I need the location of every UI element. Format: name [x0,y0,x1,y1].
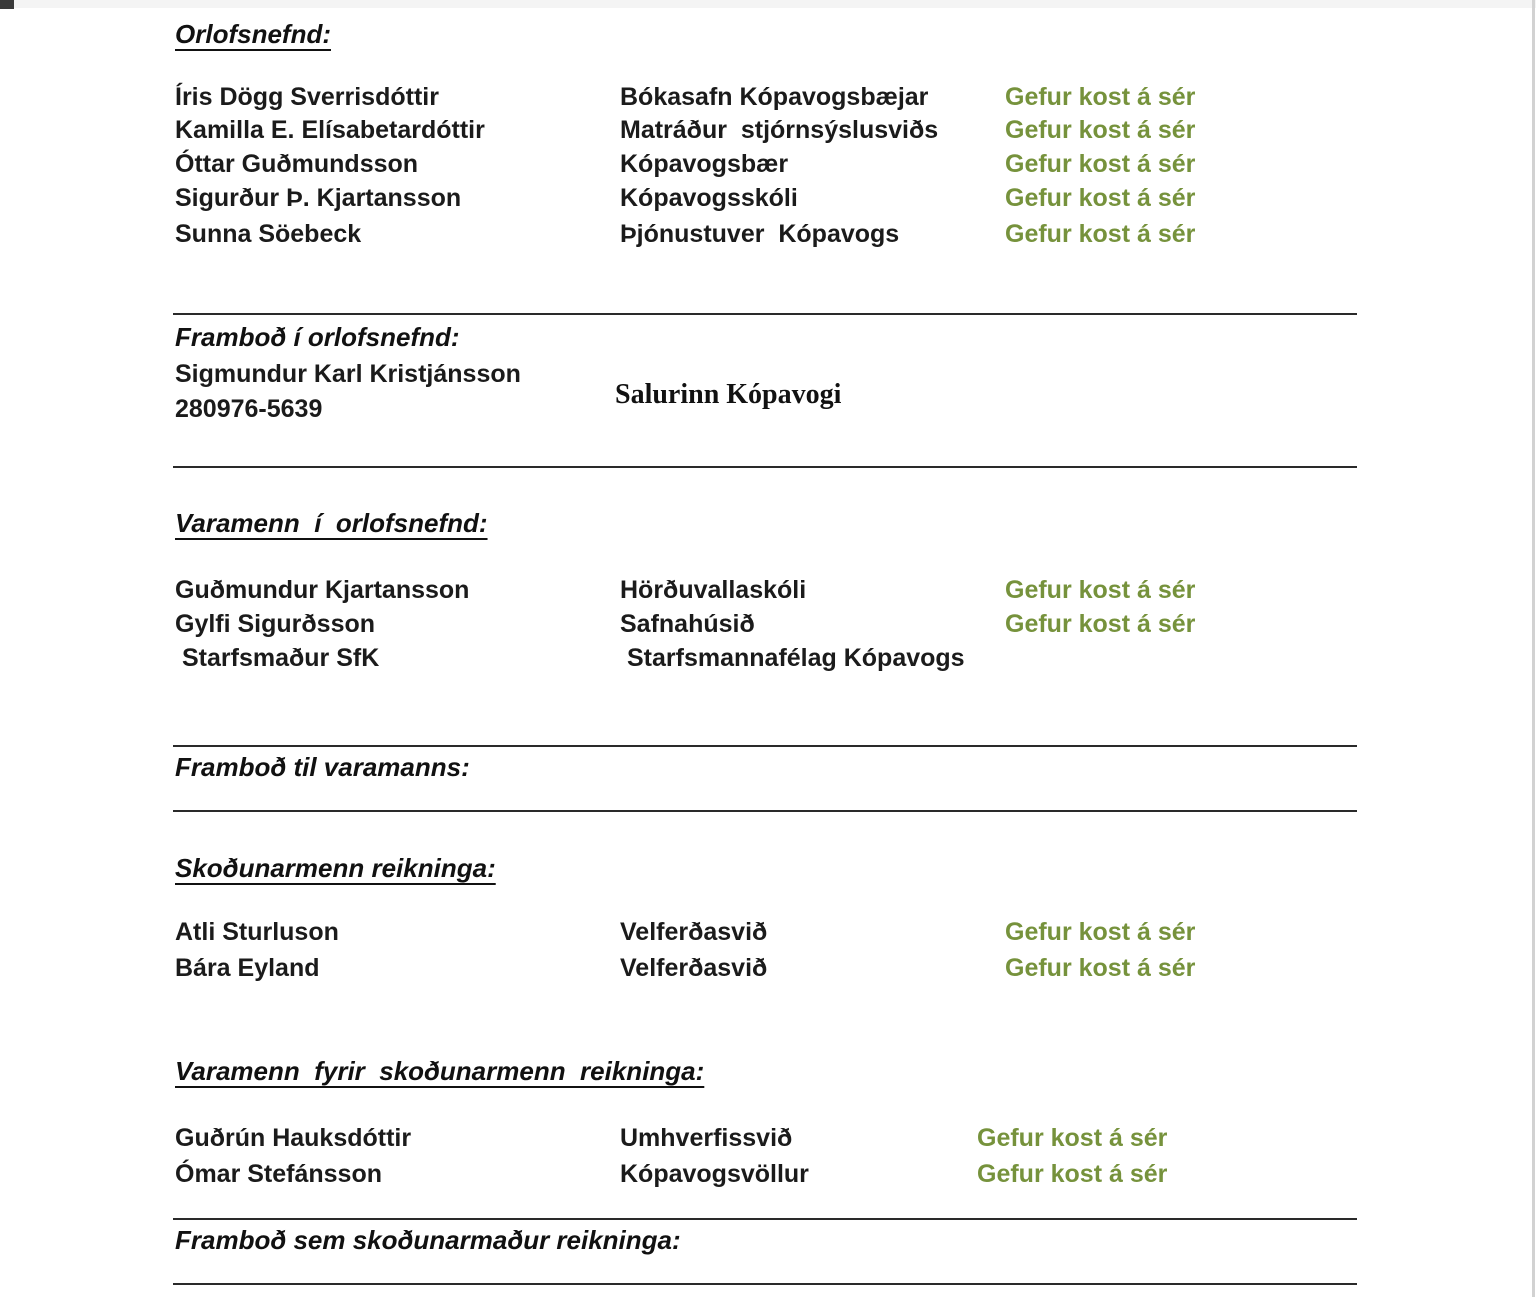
divider-line [173,1218,1357,1220]
section-heading-varamenn-skodunarmenn: Varamenn fyrir skoðunarmenn reikninga: [175,1056,705,1086]
member-workplace: Kópavogsbær [620,150,789,178]
member-status: Gefur kost á sér [1005,220,1196,248]
member-name: Atli Sturluson [175,918,339,946]
member-row [175,147,1195,181]
member-name: Íris Dögg Sverrisdóttir [175,83,439,111]
member-name: Sunna Söebeck [175,220,362,248]
member-workplace: Safnahúsið [620,610,755,638]
member-row [175,217,1195,251]
member-name: Óttar Guðmundsson [175,150,419,178]
member-status: Gefur kost á sér [1005,918,1196,946]
corner-mark [0,0,14,9]
member-status: Gefur kost á sér [1005,150,1196,178]
scrollbar-track[interactable] [1532,0,1535,1297]
member-row [175,113,1195,147]
section-heading-skodunarmenn: Skoðunarmenn reikninga: [175,853,496,883]
section-heading-frambod-skodunarmadur: Framboð sem skoðunarmaður reikninga: [175,1225,681,1255]
divider-line [173,466,1357,468]
section-heading-frambod-varamanns: Framboð til varamanns: [175,752,470,782]
member-name: Ómar Stefánsson [175,1160,383,1188]
member-name: Gylfi Sigurðsson [175,610,376,638]
candidate-name: Sigmundur Karl Kristjánsson [175,360,521,388]
member-name: Sigurður Þ. Kjartansson [175,184,462,212]
member-workplace: Starfsmannafélag Kópavogs [627,644,965,672]
member-workplace: Umhverfissvið [620,1124,793,1152]
member-name: Starfsmaður SfK [182,644,380,672]
member-row [175,641,1012,675]
member-status: Gefur kost á sér [1005,610,1196,638]
section-heading-frambod-orlofsnefnd: Framboð í orlofsnefnd: [175,322,460,352]
member-workplace: Velferðasvið [620,918,768,946]
candidate-id: 280976-5639 [175,395,323,423]
member-status: Gefur kost á sér [1005,116,1196,144]
member-status: Gefur kost á sér [1005,83,1196,111]
divider-line [173,313,1357,315]
member-status: Gefur kost á sér [1005,954,1196,982]
member-name: Bára Eyland [175,954,320,982]
member-row [175,181,1195,215]
member-name: Guðmundur Kjartansson [175,576,470,604]
member-row [175,951,1195,985]
member-name: Guðrún Hauksdóttir [175,1124,412,1152]
member-workplace: Matráður stjórnsýslusviðs [620,116,939,144]
member-status: Gefur kost á sér [1005,184,1196,212]
section-heading-orlofsnefnd: Orlofsnefnd: [175,19,331,49]
divider-line [173,810,1357,812]
member-workplace: Kópavogsvöllur [620,1160,809,1188]
member-status: Gefur kost á sér [977,1160,1168,1188]
member-name: Kamilla E. Elísabetardóttir [175,116,485,144]
member-row [175,573,1195,607]
member-row [175,80,1195,114]
candidate-workplace: Salurinn Kópavogi [615,379,842,410]
member-status: Gefur kost á sér [1005,576,1196,604]
member-status: Gefur kost á sér [977,1124,1168,1152]
window-top-edge [0,0,1536,8]
member-row [175,1121,1167,1155]
member-workplace: Bókasafn Kópavogsbæjar [620,83,929,111]
member-row [175,607,1195,641]
member-row [175,1157,1167,1191]
member-row [175,915,1195,949]
section-heading-varamenn: Varamenn í orlofsnefnd: [175,508,488,538]
member-workplace: Hörðuvallaskóli [620,576,807,604]
divider-line [173,745,1357,747]
member-workplace: Kópavogsskóli [620,184,798,212]
divider-line [173,1283,1357,1285]
member-workplace: Velferðasvið [620,954,768,982]
member-workplace: Þjónustuver Kópavogs [620,220,900,248]
